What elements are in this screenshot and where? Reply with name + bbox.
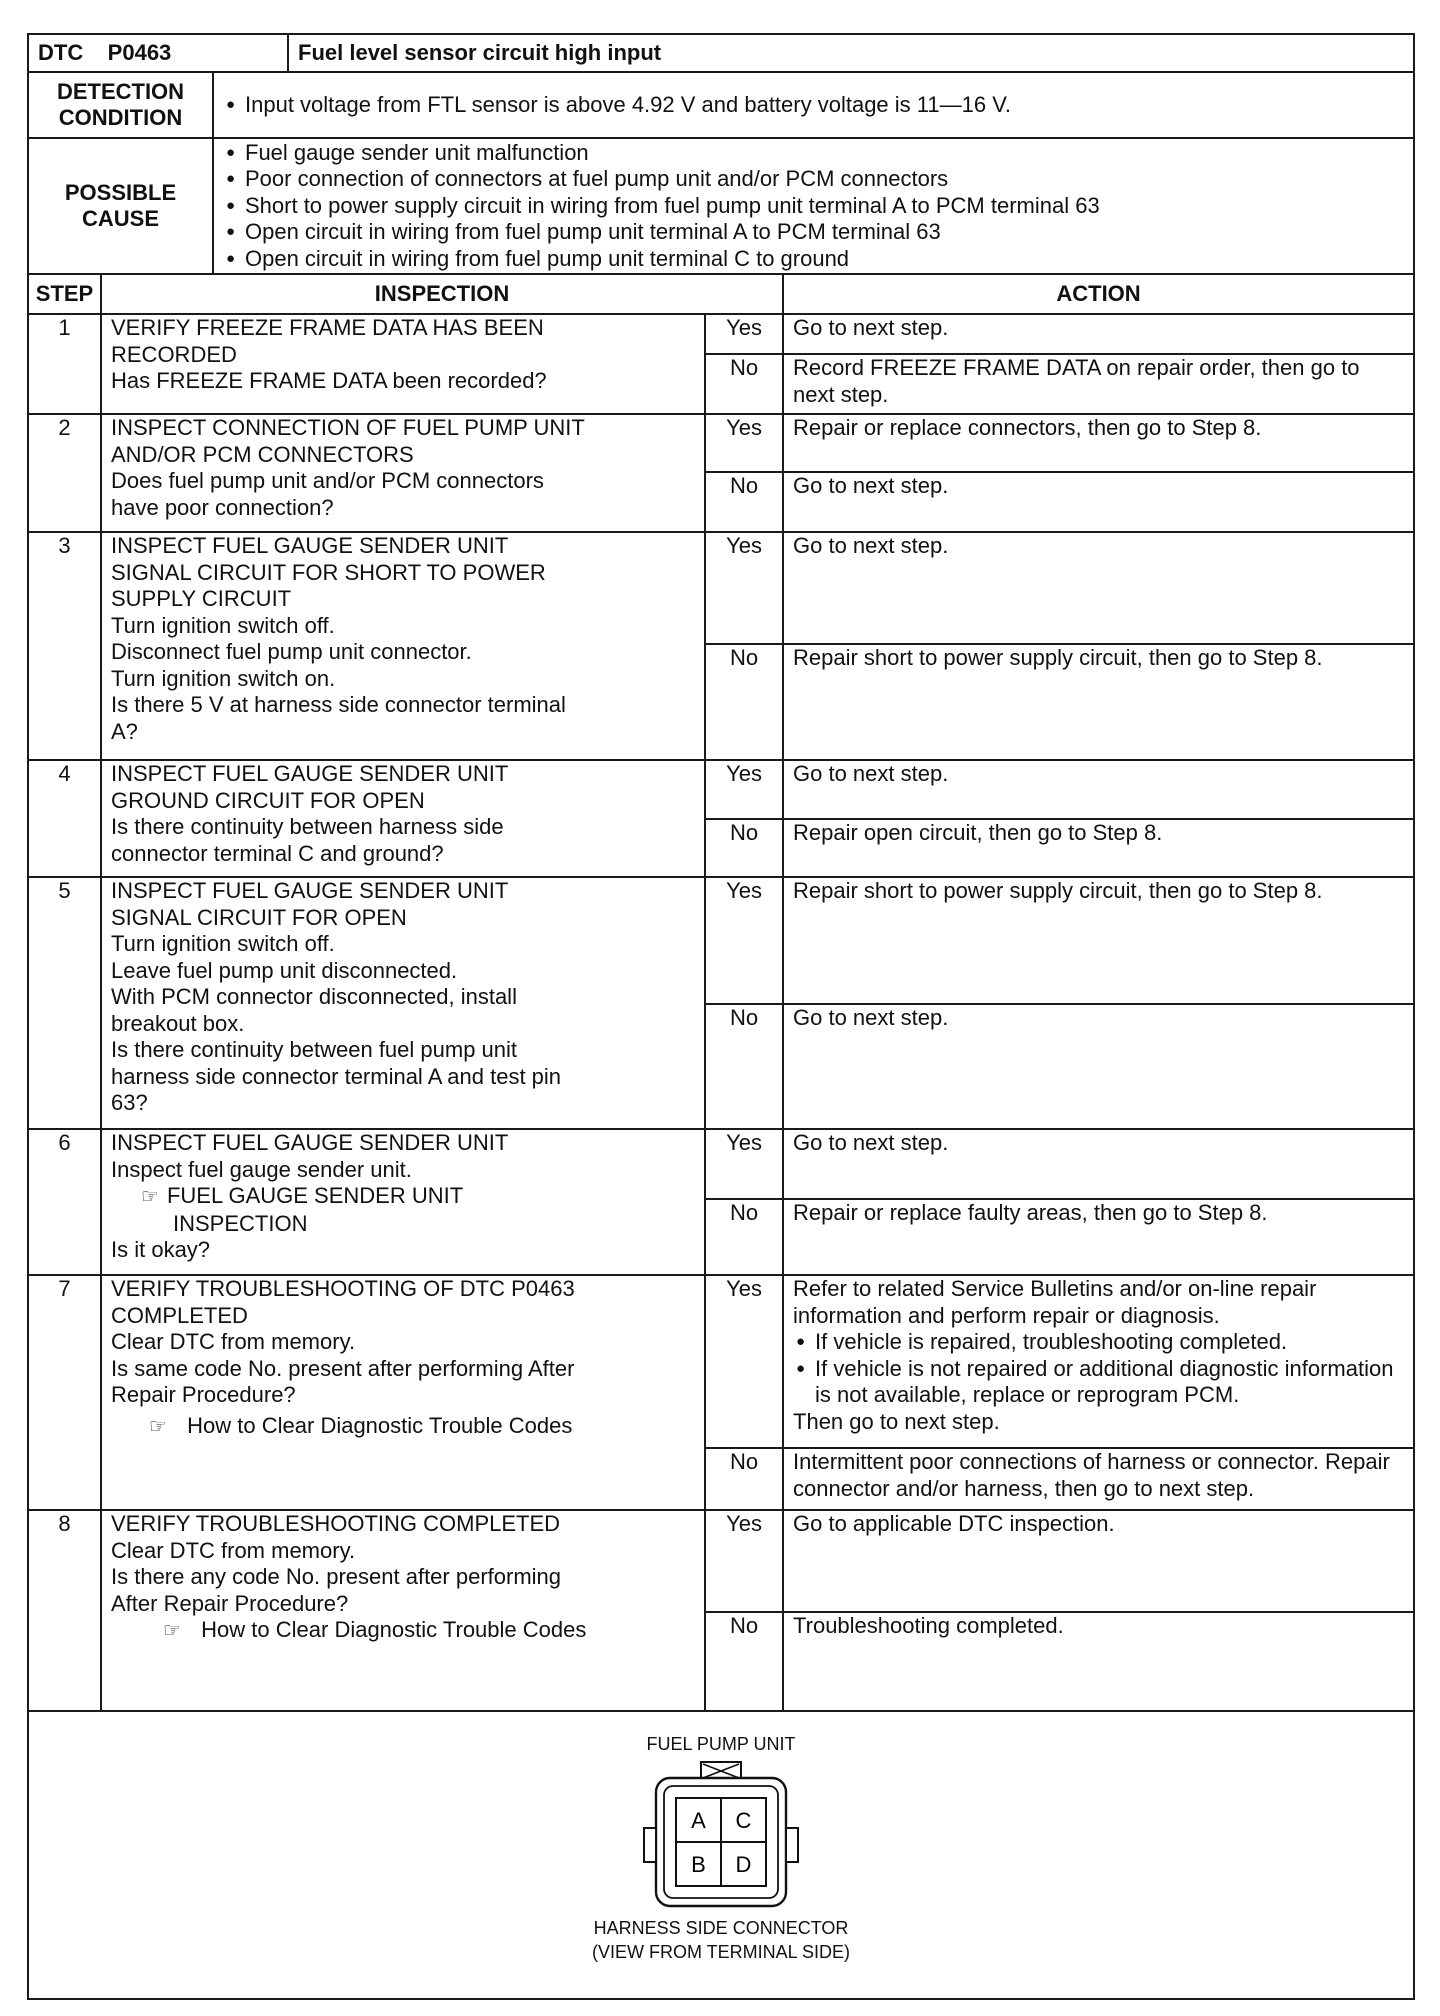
table-row — [28, 1275, 1414, 1448]
step-number: 5 — [28, 877, 101, 1129]
reference-link[interactable]: How to Clear Diagnostic Trouble Codes — [187, 1412, 573, 1438]
table-row — [28, 1129, 1414, 1199]
list-item: ● If vehicle is repaired, troubleshooting completed. — [793, 1329, 1404, 1356]
step-inspection: VERIFY FREEZE FRAME DATA HAS BEEN RECORDED Has FREEZE FRAME DATA been recorded? — [101, 314, 705, 414]
action-yes: Go to next step. — [783, 1129, 1414, 1199]
step-inspection: VERIFY TROUBLESHOOTING COMPLETED Clear DTC from memory. Is there any code No. present after performing After Repair Procedure? ☞ How to Clear Diagnostic Trouble Codes — [101, 1510, 705, 1711]
reference-hand-icon: ☞ — [149, 1415, 167, 1438]
answer-yes: Yes — [705, 877, 783, 1004]
action-no: Repair or replace faulty areas, then go to Step 8. — [783, 1199, 1414, 1275]
list-item: ● Fuel gauge sender unit malfunction — [223, 140, 1404, 167]
list-item: ● Open circuit in wiring from fuel pump unit terminal C to ground — [223, 246, 1404, 273]
reference-hand-icon: ☞ — [141, 1186, 159, 1208]
list-item: ● Open circuit in wiring from fuel pump unit terminal A to PCM terminal 63 — [223, 219, 1404, 246]
action-no: Repair short to power supply circuit, then go to Step 8. — [783, 644, 1414, 760]
action-no: Troubleshooting completed. — [783, 1612, 1414, 1711]
list-item: ● If vehicle is not repaired or additional diagnostic information is not available, replace or reprogram PCM. — [793, 1356, 1404, 1409]
answer-yes: Yes — [705, 1510, 783, 1612]
table-row — [28, 414, 1414, 472]
reference-link[interactable]: How to Clear Diagnostic Trouble Codes — [201, 1617, 587, 1642]
step-number: 4 — [28, 760, 101, 877]
action-yes: Refer to related Service Bulletins and/or on-line repair information and perform repair or diagnosis. ● If vehicle is repaired, troubleshooting completed. ● If vehicle is not repaired or additional diagnostic information is not available, replace or reprogram PCM. Then go to next step. — [783, 1275, 1414, 1448]
answer-yes: Yes — [705, 760, 783, 819]
answer-yes: Yes — [705, 1275, 783, 1448]
action-yes: Repair short to power supply circuit, then go to Step 8. — [783, 877, 1414, 1004]
answer-no: No — [705, 1004, 783, 1129]
detection-condition-label: DETECTION CONDITION — [28, 72, 213, 138]
possible-cause-label: POSSIBLE CAUSE — [28, 138, 213, 274]
action-yes: Repair or replace connectors, then go to Step 8. — [783, 414, 1414, 472]
answer-yes: Yes — [705, 1129, 783, 1199]
action-yes: Go to next step. — [783, 314, 1414, 354]
terminal-d: D — [735, 1852, 752, 1877]
answer-no: No — [705, 354, 783, 414]
step-number: 7 — [28, 1275, 101, 1510]
reference-hand-icon: ☞ — [163, 1620, 181, 1642]
answer-no: No — [705, 1612, 783, 1711]
dtc-title: Fuel level sensor circuit high input — [288, 34, 1414, 72]
action-yes: Go to next step. — [783, 760, 1414, 819]
possible-cause-list — [213, 138, 1414, 274]
table-row — [28, 1510, 1414, 1612]
action-no: Go to next step. — [783, 1004, 1414, 1129]
column-header-inspection: INSPECTION — [101, 274, 783, 314]
answer-no: No — [705, 472, 783, 532]
list-item: ● Input voltage from FTL sensor is above 4.92 V and battery voltage is 11—16 V. — [223, 92, 1404, 119]
list-item: ● Short to power supply circuit in wiring from fuel pump unit terminal A to PCM terminal 63 — [223, 193, 1404, 220]
answer-no: No — [705, 644, 783, 760]
answer-no: No — [705, 819, 783, 877]
step-number: 8 — [28, 1510, 101, 1711]
table-row — [28, 532, 1414, 644]
step-number: 3 — [28, 532, 101, 760]
action-no: Record FREEZE FRAME DATA on repair order, then go to next step. — [783, 354, 1414, 414]
dtc-code-cell — [28, 34, 288, 72]
list-item: ● Poor connection of connectors at fuel pump unit and/or PCM connectors — [223, 166, 1404, 193]
answer-no: No — [705, 1448, 783, 1510]
table-row — [28, 877, 1414, 1004]
step-inspection: INSPECT FUEL GAUGE SENDER UNIT Inspect fuel gauge sender unit. ☞ FUEL GAUGE SENDER UNIT INSPECTION Is it okay? — [101, 1129, 705, 1275]
answer-yes: Yes — [705, 314, 783, 354]
dtc-label: DTC — [38, 39, 84, 65]
harness-connector-diagram — [636, 1760, 806, 1910]
action-no: Repair open circuit, then go to Step 8. — [783, 819, 1414, 877]
action-yes: Go to next step. — [783, 532, 1414, 644]
figure-title: FUEL PUMP UNIT — [646, 1734, 796, 1754]
step-number: 2 — [28, 414, 101, 532]
terminal-c: C — [735, 1808, 752, 1833]
step-number: 6 — [28, 1129, 101, 1275]
answer-yes: Yes — [705, 414, 783, 472]
step-inspection: INSPECT FUEL GAUGE SENDER UNIT GROUND CIRCUIT FOR OPEN Is there continuity between harness side connector terminal C and ground? — [101, 760, 705, 877]
detection-condition-text — [213, 72, 1414, 138]
table-row — [28, 314, 1414, 354]
figure-caption: HARNESS SIDE CONNECTOR (VIEW FROM TERMINAL SIDE) — [592, 1918, 851, 1962]
answer-yes: Yes — [705, 532, 783, 644]
reference-link[interactable]: FUEL GAUGE SENDER UNIT — [166, 1183, 464, 1208]
connector-figure — [28, 1711, 1414, 1999]
action-no: Intermittent poor connections of harness or connector. Repair connector and/or harness, then go to next step. — [783, 1448, 1414, 1510]
terminal-b: B — [691, 1852, 706, 1877]
step-inspection: VERIFY TROUBLESHOOTING OF DTC P0463 COMPLETED Clear DTC from memory. Is same code No. present after performing After Repair Procedure? ☞ How to Clear Diagnostic Trouble Codes — [101, 1275, 705, 1510]
action-yes: Go to applicable DTC inspection. — [783, 1510, 1414, 1612]
column-header-step: STEP — [28, 274, 101, 314]
action-no: Go to next step. — [783, 472, 1414, 532]
step-number: 1 — [28, 314, 101, 414]
table-row — [28, 760, 1414, 819]
answer-no: No — [705, 1199, 783, 1275]
step-inspection: INSPECT CONNECTION OF FUEL PUMP UNIT AND/OR PCM CONNECTORS Does fuel pump unit and/or PCM connectors have poor connection? — [101, 414, 705, 532]
terminal-a: A — [691, 1808, 706, 1833]
dtc-code: P0463 — [107, 39, 172, 65]
step-inspection: INSPECT FUEL GAUGE SENDER UNIT SIGNAL CIRCUIT FOR OPEN Turn ignition switch off. Leave fuel pump unit disconnected. With PCM connector disconnected, install breakout box. Is there continuity between fuel pump unit harness side connector terminal A and test pin 63? — [101, 877, 705, 1129]
step-inspection: INSPECT FUEL GAUGE SENDER UNIT SIGNAL CIRCUIT FOR SHORT TO POWER SUPPLY CIRCUIT Turn ignition switch off. Disconnect fuel pump unit connector. Turn ignition switch on. Is there 5 V at harness side connector terminal A? — [101, 532, 705, 760]
column-header-action: ACTION — [783, 274, 1414, 314]
dtc-procedure-table — [27, 33, 1415, 2000]
